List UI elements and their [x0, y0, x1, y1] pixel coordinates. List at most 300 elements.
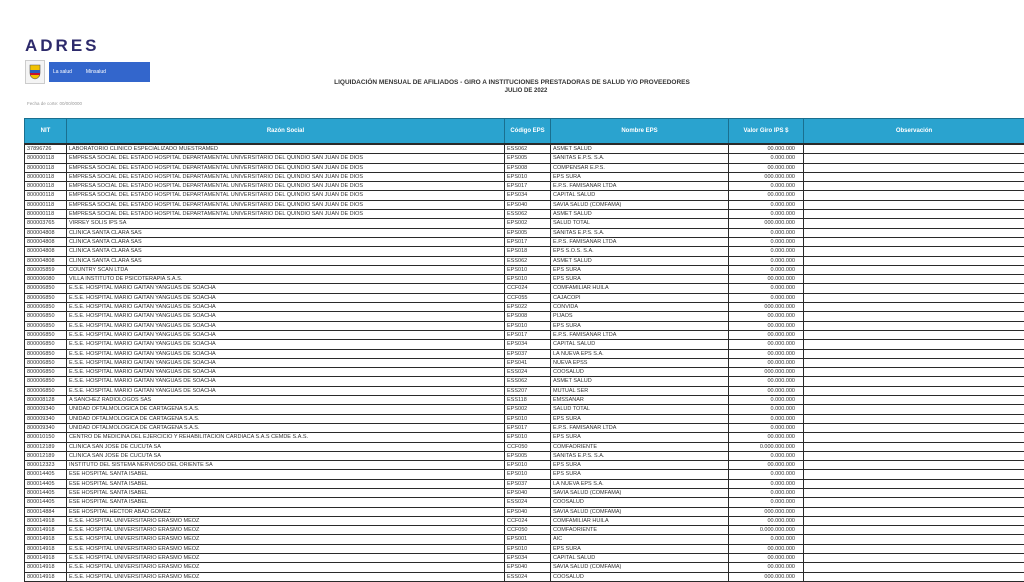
razon-social-cell: E.S.E. HOSPITAL UNIVERSITARIO ERASMO MEOZ	[67, 563, 505, 572]
table-row	[25, 191, 1024, 200]
observacion-cell	[804, 219, 1024, 228]
table-row	[25, 498, 1024, 507]
nombre-eps-cell: COMFAORIENTE	[551, 442, 729, 451]
observacion-cell	[804, 572, 1024, 581]
valor-giro-cell: 0.000.000	[729, 182, 804, 191]
valor-giro-cell: 000.000.000	[729, 572, 804, 581]
payments-table	[24, 118, 1024, 582]
observacion-cell	[804, 182, 1024, 191]
table-row	[25, 405, 1024, 414]
nit-cell: 800012189	[25, 451, 67, 460]
codigo-eps-cell: EPS010	[505, 470, 551, 479]
nit-cell: 800014918	[25, 535, 67, 544]
observacion-cell	[804, 330, 1024, 339]
valor-giro-cell: 00.000.000	[729, 340, 804, 349]
table-row	[25, 228, 1024, 237]
codigo-eps-cell: EPS008	[505, 312, 551, 321]
document-title: LIQUIDACIÓN MENSUAL DE AFILIADOS - GIRO A INSTITUCIONES PRESTADORAS DE SALUD Y/O PROVEEDORES	[0, 79, 1024, 87]
table-row	[25, 442, 1024, 451]
observacion-cell	[804, 405, 1024, 414]
nit-cell: 800006850	[25, 303, 67, 312]
codigo-eps-cell: EPS005	[505, 154, 551, 163]
table-row	[25, 284, 1024, 293]
valor-giro-cell: 0.000.000	[729, 405, 804, 414]
table-row	[25, 349, 1024, 358]
valor-giro-cell: 00.000.000	[729, 330, 804, 339]
valor-giro-cell: 0.000.000	[729, 247, 804, 256]
razon-social-cell: E.S.E. HOSPITAL UNIVERSITARIO ERASMO MEOZ	[67, 544, 505, 553]
nombre-eps-cell: COOSALUD	[551, 572, 729, 581]
observacion-cell	[804, 377, 1024, 386]
valor-giro-cell: 00.000.000	[729, 163, 804, 172]
nit-cell: 800006850	[25, 377, 67, 386]
observacion-cell	[804, 526, 1024, 535]
codigo-eps-cell: EPS002	[505, 405, 551, 414]
table-row	[25, 275, 1024, 284]
observacion-cell	[804, 265, 1024, 274]
razon-social-cell: CLINICA SANTA CLARA SAS	[67, 237, 505, 246]
observacion-cell	[804, 275, 1024, 284]
razon-social-cell: CENTRO DE MEDICINA DEL EJERCICIO Y REHABILITACION CARDIACA S.A.S CEMDE S.A.S.	[67, 433, 505, 442]
observacion-cell	[804, 303, 1024, 312]
table-row	[25, 526, 1024, 535]
nit-cell: 800004808	[25, 247, 67, 256]
table-row	[25, 507, 1024, 516]
nit-cell: 800014918	[25, 563, 67, 572]
razon-social-cell: EMPRESA SOCIAL DEL ESTADO HOSPITAL DEPARTAMENTAL UNIVERSITARIO DEL QUINDIO SAN JUAN DE DIOS	[67, 210, 505, 219]
observacion-cell	[804, 433, 1024, 442]
nombre-eps-cell: ASMET SALUD	[551, 256, 729, 265]
codigo-eps-cell: CCF024	[505, 284, 551, 293]
razon-social-cell: COUNTRY SCAN LTDA	[67, 265, 505, 274]
razon-social-cell: E.S.E. HOSPITAL MARIO GAITAN YANGUAS DE SOACHA	[67, 293, 505, 302]
razon-social-cell: ESE HOSPITAL HECTOR ABAD GOMEZ	[67, 507, 505, 516]
codigo-eps-cell: EPS010	[505, 172, 551, 181]
codigo-eps-cell: EPS005	[505, 451, 551, 460]
table-row	[25, 200, 1024, 209]
valor-giro-cell: 000.000.000	[729, 303, 804, 312]
valor-giro-cell: 00.000.000	[729, 144, 804, 154]
nit-cell: 800014405	[25, 488, 67, 497]
razon-social-cell: E.S.E. HOSPITAL UNIVERSITARIO ERASMO MEOZ	[67, 554, 505, 563]
valor-giro-cell: 000.000.000	[729, 368, 804, 377]
observacion-cell	[804, 237, 1024, 246]
observacion-cell	[804, 154, 1024, 163]
codigo-eps-cell: CCF050	[505, 526, 551, 535]
nombre-eps-cell: SALUD TOTAL	[551, 405, 729, 414]
table-row	[25, 340, 1024, 349]
table-row	[25, 423, 1024, 432]
razon-social-cell: E.S.E. HOSPITAL MARIO GAITAN YANGUAS DE SOACHA	[67, 340, 505, 349]
nit-cell: 800006850	[25, 284, 67, 293]
valor-giro-cell: 0.000.000	[729, 237, 804, 246]
table-row	[25, 433, 1024, 442]
codigo-eps-cell: EPS010	[505, 461, 551, 470]
table-row	[25, 563, 1024, 572]
government-bar-text-2: Minsalud	[86, 69, 106, 75]
nombre-eps-cell: SALUD TOTAL	[551, 219, 729, 228]
nombre-eps-cell: EPS SURA	[551, 172, 729, 181]
codigo-eps-cell: EPS037	[505, 479, 551, 488]
nit-cell: 800006850	[25, 349, 67, 358]
observacion-cell	[804, 498, 1024, 507]
nit-cell: 800004808	[25, 237, 67, 246]
nit-cell: 800000118	[25, 191, 67, 200]
table-row	[25, 247, 1024, 256]
valor-giro-cell: 0.000.000	[729, 451, 804, 460]
codigo-eps-cell: EPS034	[505, 191, 551, 200]
observacion-cell	[804, 293, 1024, 302]
codigo-eps-cell: EPS017	[505, 182, 551, 191]
nombre-eps-cell: SAVIA SALUD (COMFAMA)	[551, 563, 729, 572]
razon-social-cell: EMPRESA SOCIAL DEL ESTADO HOSPITAL DEPARTAMENTAL UNIVERSITARIO DEL QUINDIO SAN JUAN DE DIOS	[67, 191, 505, 200]
observacion-cell	[804, 563, 1024, 572]
razon-social-cell: ESE HOSPITAL SANTA ISABEL	[67, 479, 505, 488]
table-row	[25, 182, 1024, 191]
nombre-eps-cell: CAJACOPI	[551, 293, 729, 302]
observacion-cell	[804, 256, 1024, 265]
table-row	[25, 293, 1024, 302]
valor-giro-cell: 000.000.000	[729, 507, 804, 516]
nombre-eps-cell: CAPITAL SALUD	[551, 191, 729, 200]
observacion-cell	[804, 396, 1024, 405]
razon-social-cell: EMPRESA SOCIAL DEL ESTADO HOSPITAL DEPARTAMENTAL UNIVERSITARIO DEL QUINDIO SAN JUAN DE DIOS	[67, 154, 505, 163]
nombre-eps-cell: E.P.S. FAMISANAR LTDA	[551, 423, 729, 432]
nit-cell: 800000118	[25, 154, 67, 163]
valor-giro-cell: 0.000.000	[729, 423, 804, 432]
nit-cell: 800008128	[25, 396, 67, 405]
document-subtitle: JULIO DE 2022	[0, 88, 1024, 94]
nit-cell: 800014405	[25, 479, 67, 488]
nombre-eps-cell: CONVIDA	[551, 303, 729, 312]
table-row	[25, 488, 1024, 497]
razon-social-cell: E.S.E. HOSPITAL MARIO GAITAN YANGUAS DE SOACHA	[67, 312, 505, 321]
nit-cell: 800000118	[25, 210, 67, 219]
razon-social-cell: CLINICA SANTA CLARA SAS	[67, 256, 505, 265]
table-row	[25, 154, 1024, 163]
nombre-eps-cell: PIJAOS	[551, 312, 729, 321]
table-row	[25, 414, 1024, 423]
nit-cell: 800009340	[25, 414, 67, 423]
valor-giro-cell: 00.000.000	[729, 349, 804, 358]
valor-giro-cell: 00.000.000	[729, 312, 804, 321]
codigo-eps-cell: EPS017	[505, 423, 551, 432]
cutoff-date: Fecha de corte: 00/00/0000	[27, 101, 82, 106]
codigo-eps-cell: ESS062	[505, 144, 551, 154]
razon-social-cell: E.S.E. HOSPITAL UNIVERSITARIO ERASMO MEOZ	[67, 535, 505, 544]
valor-giro-cell: 0.000.000.000	[729, 442, 804, 451]
nit-cell: 800014405	[25, 498, 67, 507]
table-row	[25, 479, 1024, 488]
observacion-cell	[804, 340, 1024, 349]
codigo-eps-cell: EPS010	[505, 433, 551, 442]
razon-social-cell: E.S.E. HOSPITAL MARIO GAITAN YANGUAS DE SOACHA	[67, 284, 505, 293]
nombre-eps-cell: SANITAS E.P.S. S.A.	[551, 228, 729, 237]
codigo-eps-cell: EPS040	[505, 488, 551, 497]
valor-giro-cell: 00.000.000	[729, 386, 804, 395]
razon-social-cell: LABORATORIO CLINICO ESPECIALIZADO MUESTRAMED	[67, 144, 505, 154]
nit-cell: 800000118	[25, 163, 67, 172]
observacion-cell	[804, 414, 1024, 423]
nombre-eps-cell: AIC	[551, 535, 729, 544]
valor-giro-cell: 00.000.000	[729, 321, 804, 330]
column-header-valor-giro: Valor Giro IPS $	[729, 119, 804, 145]
nombre-eps-cell: SANITAS E.P.S. S.A.	[551, 154, 729, 163]
valor-giro-cell: 0.000.000	[729, 256, 804, 265]
nombre-eps-cell: EPS SURA	[551, 470, 729, 479]
codigo-eps-cell: EPS034	[505, 340, 551, 349]
nit-cell: 800006850	[25, 386, 67, 395]
table-row	[25, 461, 1024, 470]
nit-cell: 800006850	[25, 321, 67, 330]
valor-giro-cell: 00.000.000	[729, 461, 804, 470]
valor-giro-cell: 00.000.000	[729, 433, 804, 442]
nombre-eps-cell: COOSALUD	[551, 368, 729, 377]
nombre-eps-cell: CAPITAL SALUD	[551, 554, 729, 563]
valor-giro-cell: 0.000.000	[729, 470, 804, 479]
razon-social-cell: E.S.E. HOSPITAL MARIO GAITAN YANGUAS DE SOACHA	[67, 368, 505, 377]
observacion-cell	[804, 535, 1024, 544]
codigo-eps-cell: EPS018	[505, 247, 551, 256]
table-row	[25, 368, 1024, 377]
nombre-eps-cell: ASMET SALUD	[551, 210, 729, 219]
valor-giro-cell: 00.000.000	[729, 191, 804, 200]
nit-cell: 800000118	[25, 172, 67, 181]
table-row	[25, 321, 1024, 330]
codigo-eps-cell: EPS037	[505, 349, 551, 358]
codigo-eps-cell: EPS040	[505, 563, 551, 572]
nit-cell: 800014918	[25, 516, 67, 525]
razon-social-cell: INSTITUTO DEL SISTEMA NERVIOSO DEL ORIENTE SA	[67, 461, 505, 470]
codigo-eps-cell: EPS017	[505, 237, 551, 246]
observacion-cell	[804, 442, 1024, 451]
razon-social-cell: E.S.E. HOSPITAL MARIO GAITAN YANGUAS DE SOACHA	[67, 349, 505, 358]
nombre-eps-cell: E.P.S. FAMISANAR LTDA	[551, 182, 729, 191]
codigo-eps-cell: EPS040	[505, 507, 551, 516]
razon-social-cell: E.S.E. HOSPITAL MARIO GAITAN YANGUAS DE SOACHA	[67, 358, 505, 367]
razon-social-cell: CLINICA SAN JOSE DE CUCUTA SA	[67, 451, 505, 460]
observacion-cell	[804, 461, 1024, 470]
codigo-eps-cell: EPS010	[505, 265, 551, 274]
table-row	[25, 396, 1024, 405]
valor-giro-cell: 00.000.000	[729, 377, 804, 386]
table-row	[25, 256, 1024, 265]
valor-giro-cell: 00.000.000	[729, 358, 804, 367]
valor-giro-cell: 0.000.000	[729, 488, 804, 497]
table-row	[25, 386, 1024, 395]
nit-cell: 800006850	[25, 358, 67, 367]
nit-cell: 800009340	[25, 405, 67, 414]
codigo-eps-cell: EPS040	[505, 200, 551, 209]
razon-social-cell: E.S.E. HOSPITAL MARIO GAITAN YANGUAS DE SOACHA	[67, 321, 505, 330]
codigo-eps-cell: EPS001	[505, 535, 551, 544]
razon-social-cell: A SANCHEZ RADIOLOGOS SAS	[67, 396, 505, 405]
valor-giro-cell: 00.000.000	[729, 544, 804, 553]
valor-giro-cell: 000.000.000	[729, 172, 804, 181]
valor-giro-cell: 00.000.000	[729, 275, 804, 284]
nombre-eps-cell: COMFAMILIAR HUILA	[551, 516, 729, 525]
observacion-cell	[804, 247, 1024, 256]
codigo-eps-cell: ESS062	[505, 210, 551, 219]
nit-cell: 800010150	[25, 433, 67, 442]
razon-social-cell: CLINICA SANTA CLARA SAS	[67, 247, 505, 256]
nombre-eps-cell: LA NUEVA EPS S.A.	[551, 349, 729, 358]
valor-giro-cell: 0.000.000	[729, 210, 804, 219]
column-header-nombre-eps: Nombre EPS	[551, 119, 729, 145]
table-row	[25, 572, 1024, 581]
codigo-eps-cell: ESS024	[505, 498, 551, 507]
nombre-eps-cell: NUEVA EPSS	[551, 358, 729, 367]
valor-giro-cell: 0.000.000	[729, 293, 804, 302]
razon-social-cell: EMPRESA SOCIAL DEL ESTADO HOSPITAL DEPARTAMENTAL UNIVERSITARIO DEL QUINDIO SAN JUAN DE DIOS	[67, 163, 505, 172]
observacion-cell	[804, 423, 1024, 432]
nit-cell: 800006850	[25, 368, 67, 377]
valor-giro-cell: 0.000.000	[729, 396, 804, 405]
table-row	[25, 377, 1024, 386]
razon-social-cell: CLINICA SANTA CLARA SAS	[67, 228, 505, 237]
nombre-eps-cell: EPS SURA	[551, 544, 729, 553]
codigo-eps-cell: ESS118	[505, 396, 551, 405]
codigo-eps-cell: EPS005	[505, 228, 551, 237]
valor-giro-cell: 0.000.000	[729, 228, 804, 237]
nit-cell: 800014405	[25, 470, 67, 479]
observacion-cell	[804, 386, 1024, 395]
codigo-eps-cell: EPS041	[505, 358, 551, 367]
table-row	[25, 172, 1024, 181]
observacion-cell	[804, 228, 1024, 237]
table-row	[25, 219, 1024, 228]
codigo-eps-cell: EPS010	[505, 275, 551, 284]
codigo-eps-cell: CCF050	[505, 442, 551, 451]
codigo-eps-cell: EPS017	[505, 330, 551, 339]
nombre-eps-cell: EPS SURA	[551, 461, 729, 470]
nit-cell: 800006850	[25, 330, 67, 339]
nit-cell: 800014918	[25, 554, 67, 563]
nombre-eps-cell: EPS SURA	[551, 265, 729, 274]
nit-cell: 800006850	[25, 340, 67, 349]
nombre-eps-cell: SANITAS E.P.S. S.A.	[551, 451, 729, 460]
valor-giro-cell: 0.000.000	[729, 498, 804, 507]
observacion-cell	[804, 163, 1024, 172]
observacion-cell	[804, 200, 1024, 209]
nit-cell: 800000118	[25, 200, 67, 209]
nit-cell: 800009340	[25, 423, 67, 432]
valor-giro-cell: 0.000.000.000	[729, 526, 804, 535]
nit-cell: 800004808	[25, 256, 67, 265]
nit-cell: 800012323	[25, 461, 67, 470]
column-header-nit: NIT	[25, 119, 67, 145]
nombre-eps-cell: LA NUEVA EPS S.A.	[551, 479, 729, 488]
valor-giro-cell: 0.000.000	[729, 265, 804, 274]
razon-social-cell: UNIDAD OFTALMOLOGICA DE CARTAGENA S.A.S.	[67, 405, 505, 414]
nombre-eps-cell: EPS S.O.S. S.A.	[551, 247, 729, 256]
razon-social-cell: VIRREY SOLIS IPS SA	[67, 219, 505, 228]
razon-social-cell: EMPRESA SOCIAL DEL ESTADO HOSPITAL DEPARTAMENTAL UNIVERSITARIO DEL QUINDIO SAN JUAN DE DIOS	[67, 200, 505, 209]
razon-social-cell: EMPRESA SOCIAL DEL ESTADO HOSPITAL DEPARTAMENTAL UNIVERSITARIO DEL QUINDIO SAN JUAN DE DIOS	[67, 182, 505, 191]
observacion-cell	[804, 358, 1024, 367]
nombre-eps-cell: EMSSANAR	[551, 396, 729, 405]
table-row	[25, 237, 1024, 246]
table-row	[25, 516, 1024, 525]
observacion-cell	[804, 312, 1024, 321]
column-header-codigo-eps: Código EPS	[505, 119, 551, 145]
nit-cell: 800014918	[25, 526, 67, 535]
observacion-cell	[804, 554, 1024, 563]
valor-giro-cell: 0.000.000	[729, 154, 804, 163]
nombre-eps-cell: ASMET SALUD	[551, 144, 729, 154]
codigo-eps-cell: EPS002	[505, 219, 551, 228]
observacion-cell	[804, 479, 1024, 488]
codigo-eps-cell: EPS022	[505, 303, 551, 312]
valor-giro-cell: 0.000.000	[729, 535, 804, 544]
observacion-cell	[804, 544, 1024, 553]
table-row	[25, 163, 1024, 172]
nombre-eps-cell: EPS SURA	[551, 275, 729, 284]
codigo-eps-cell: ESS062	[505, 256, 551, 265]
razon-social-cell: E.S.E. HOSPITAL UNIVERSITARIO ERASMO MEOZ	[67, 526, 505, 535]
nit-cell: 800003765	[25, 219, 67, 228]
codigo-eps-cell: CCF055	[505, 293, 551, 302]
codigo-eps-cell: EPS010	[505, 414, 551, 423]
table-row	[25, 554, 1024, 563]
nombre-eps-cell: SAVIA SALUD (COMFAMA)	[551, 488, 729, 497]
observacion-cell	[804, 191, 1024, 200]
valor-giro-cell: 00.000.000	[729, 516, 804, 525]
valor-giro-cell: 00.000.000	[729, 563, 804, 572]
observacion-cell	[804, 349, 1024, 358]
table-row	[25, 303, 1024, 312]
nit-cell: 800014918	[25, 572, 67, 581]
observacion-cell	[804, 368, 1024, 377]
observacion-cell	[804, 470, 1024, 479]
nombre-eps-cell: SAVIA SALUD (COMFAMA)	[551, 200, 729, 209]
nombre-eps-cell: COMFAMILIAR HUILA	[551, 284, 729, 293]
nombre-eps-cell: MUTUAL SER	[551, 386, 729, 395]
codigo-eps-cell: EPS034	[505, 554, 551, 563]
nit-cell: 800012189	[25, 442, 67, 451]
codigo-eps-cell: ESS024	[505, 572, 551, 581]
observacion-cell	[804, 488, 1024, 497]
observacion-cell	[804, 507, 1024, 516]
table-row	[25, 265, 1024, 274]
valor-giro-cell: 000.000.000	[729, 219, 804, 228]
razon-social-cell: E.S.E. HOSPITAL MARIO GAITAN YANGUAS DE SOACHA	[67, 330, 505, 339]
razon-social-cell: ESE HOSPITAL SANTA ISABEL	[67, 470, 505, 479]
nombre-eps-cell: CAPITAL SALUD	[551, 340, 729, 349]
table-row	[25, 330, 1024, 339]
nit-cell: 800004808	[25, 228, 67, 237]
table-row	[25, 470, 1024, 479]
nit-cell: 800014884	[25, 507, 67, 516]
razon-social-cell: E.S.E. HOSPITAL MARIO GAITAN YANGUAS DE SOACHA	[67, 303, 505, 312]
razon-social-cell: EMPRESA SOCIAL DEL ESTADO HOSPITAL DEPARTAMENTAL UNIVERSITARIO DEL QUINDIO SAN JUAN DE DIOS	[67, 172, 505, 181]
razon-social-cell: VILLA INSTITUTO DE PSICOTERAPIA S.A.S.	[67, 275, 505, 284]
valor-giro-cell: 0.000.000	[729, 414, 804, 423]
observacion-cell	[804, 516, 1024, 525]
table-row	[25, 144, 1024, 154]
valor-giro-cell: 0.000.000	[729, 284, 804, 293]
table-row	[25, 451, 1024, 460]
table-header-row	[25, 119, 1024, 145]
observacion-cell	[804, 210, 1024, 219]
valor-giro-cell: 0.000.000	[729, 479, 804, 488]
razon-social-cell: E.S.E. HOSPITAL MARIO GAITAN YANGUAS DE SOACHA	[67, 386, 505, 395]
table-row	[25, 358, 1024, 367]
government-bar-text-1: La salud	[53, 69, 72, 75]
table-row	[25, 544, 1024, 553]
codigo-eps-cell: EPS010	[505, 321, 551, 330]
column-header-observacion: Observación	[804, 119, 1024, 145]
